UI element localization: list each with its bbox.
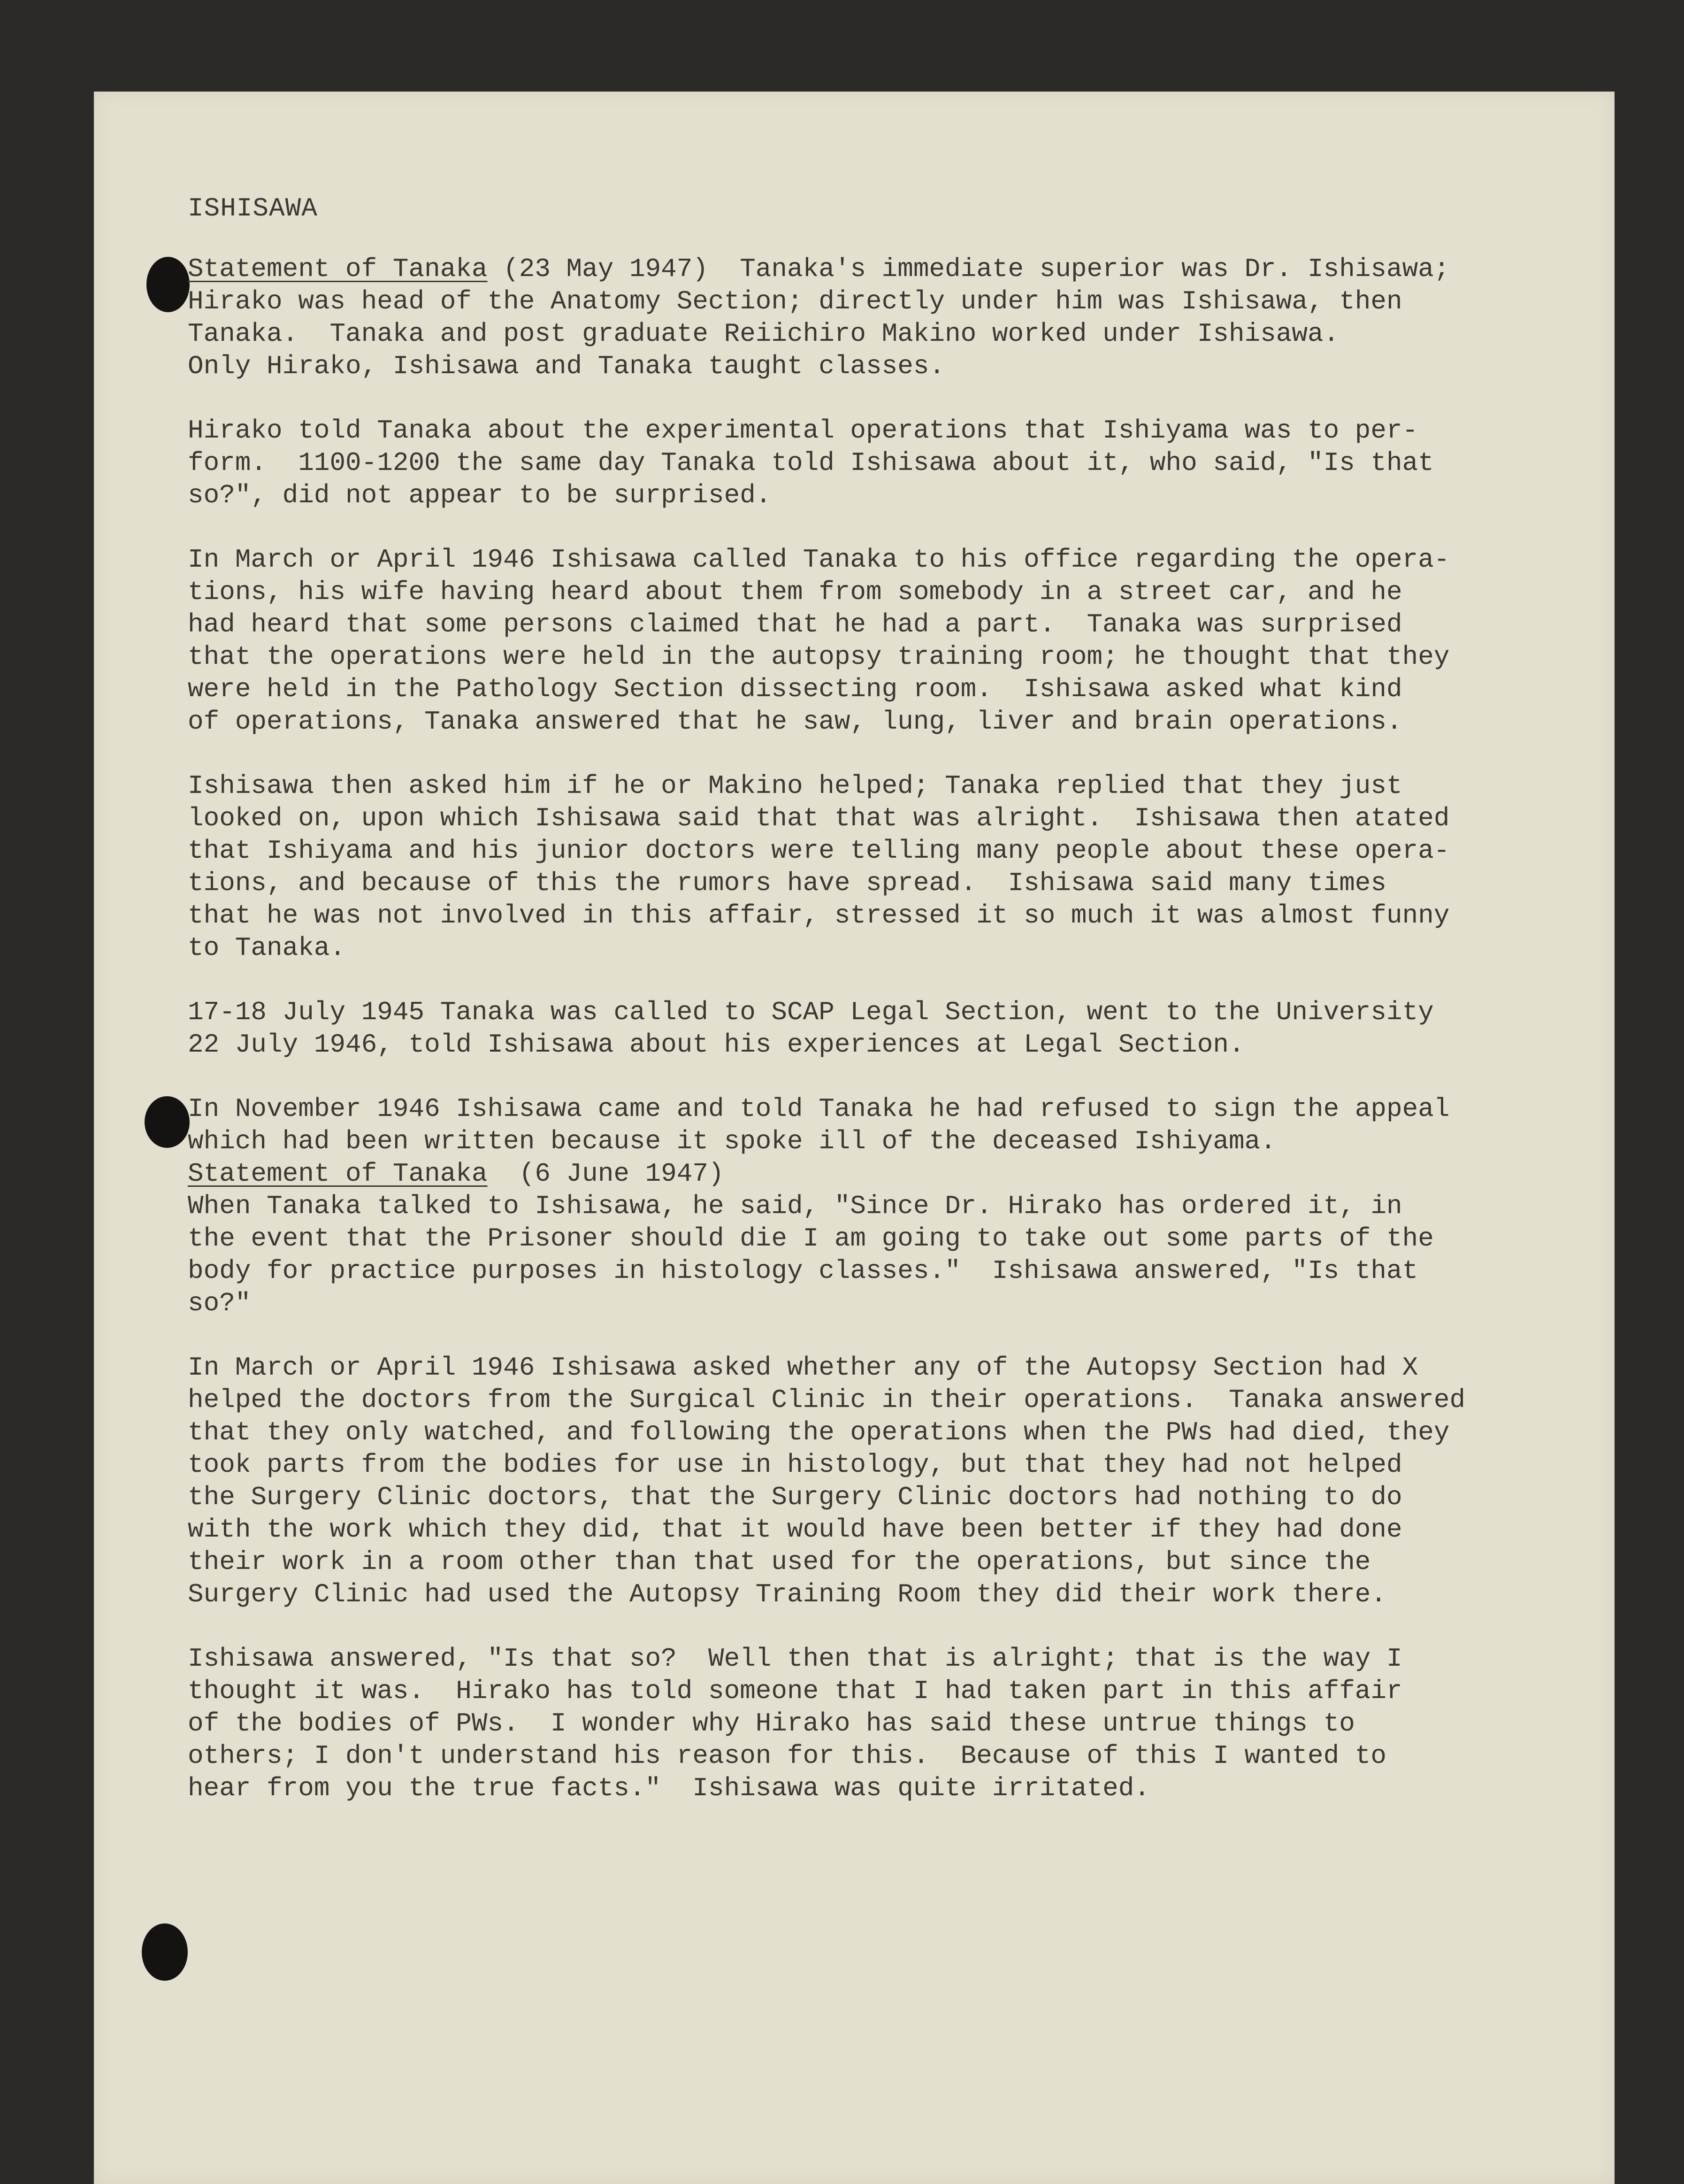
text-line: others; I don't understand his reason for this. Because of this I wanted to bbox=[188, 1741, 1387, 1771]
text-line: tions, and because of this the rumors have spread. Ishisawa said many times bbox=[188, 868, 1387, 898]
text-line: to Tanaka. bbox=[188, 933, 346, 963]
text-line: Hirako told Tanaka about the experimental operations that Ishiyama was to per- bbox=[188, 415, 1418, 446]
text-line: Hirako was head of the Anatomy Section; directly under him was Ishisawa, then bbox=[188, 286, 1402, 316]
text-line: Tanaka. Tanaka and post graduate Reiichiro Makino worked under Ishisawa. bbox=[188, 319, 1340, 349]
paragraph-3 bbox=[188, 544, 1586, 738]
text-line: 22 July 1946, told Ishisawa about his experiences at Legal Section. bbox=[188, 1030, 1245, 1060]
paragraph-7-line-1 bbox=[188, 1158, 1586, 1190]
text-line: with the work which they did, that it would have been better if they had done bbox=[188, 1515, 1402, 1545]
paragraph-5 bbox=[188, 996, 1586, 1061]
punch-hole-middle bbox=[145, 1096, 190, 1148]
punch-hole-top bbox=[146, 257, 190, 312]
text-line: form. 1100-1200 the same day Tanaka told Ishisawa about it, who said, "Is that bbox=[188, 448, 1434, 478]
text-line: their work in a room other than that used for the operations, but since the bbox=[188, 1547, 1371, 1577]
text-line: Surgery Clinic had used the Autopsy Training Room they did their work there. bbox=[188, 1579, 1387, 1609]
text-span: (6 June 1947) bbox=[487, 1159, 724, 1189]
paragraph-8 bbox=[188, 1352, 1586, 1611]
text-line: hear from you the true facts." Ishisawa was quite irritated. bbox=[188, 1773, 1150, 1803]
text-line: In March or April 1946 Ishisawa called Tanaka to his office regarding the opera- bbox=[188, 545, 1450, 575]
text-line: which had been written because it spoke ill of the deceased Ishiyama. bbox=[188, 1126, 1276, 1156]
text-line: Ishisawa then asked him if he or Makino helped; Tanaka replied that they just bbox=[188, 771, 1402, 801]
text-line: 17-18 July 1945 Tanaka was called to SCAP Legal Section, went to the University bbox=[188, 997, 1434, 1027]
text-line: the event that the Prisoner should die I am going to take out some parts of the bbox=[188, 1223, 1434, 1253]
paragraph-4 bbox=[188, 770, 1586, 964]
statement-label: Statement of Tanaka bbox=[188, 254, 488, 284]
text-line: the Surgery Clinic doctors, that the Surgery Clinic doctors had nothing to do bbox=[188, 1482, 1402, 1512]
text-line: In November 1946 Ishisawa came and told Tanaka he had refused to sign the appeal bbox=[188, 1094, 1450, 1124]
text-line: so?", did not appear to be surprised. bbox=[188, 480, 772, 510]
text-line: that Ishiyama and his junior doctors were telling many people about these opera- bbox=[188, 836, 1450, 866]
text-line: that the operations were held in the autopsy training room; he thought that they bbox=[188, 642, 1450, 672]
text-line: When Tanaka talked to Ishisawa, he said, "Since Dr. Hirako has ordered it, in bbox=[188, 1191, 1402, 1221]
text-line: that he was not involved in this affair, stressed it so much it was almost funny bbox=[188, 900, 1450, 931]
punch-hole-bottom bbox=[142, 1923, 188, 1981]
text-line: so?" bbox=[188, 1288, 251, 1318]
text-line: had heard that some persons claimed that he had a part. Tanaka was surprised bbox=[188, 609, 1402, 639]
text-line: body for practice purposes in histology classes." Ishisawa answered, "Is that bbox=[188, 1256, 1418, 1286]
text-line: Only Hirako, Ishisawa and Tanaka taught classes. bbox=[188, 351, 945, 381]
document-heading: ISHISAWA bbox=[188, 193, 318, 223]
text-line: were held in the Pathology Section dissecting room. Ishisawa asked what kind bbox=[188, 674, 1402, 704]
text-line: of operations, Tanaka answered that he saw, lung, liver and brain operations. bbox=[188, 707, 1402, 737]
statement-label: Statement of Tanaka bbox=[188, 1159, 488, 1189]
text-line: of the bodies of PWs. I wonder why Hirako has said these untrue things to bbox=[188, 1708, 1355, 1738]
text-line: that they only watched, and following the operations when the PWs had died, they bbox=[188, 1417, 1450, 1447]
paragraph-6 bbox=[188, 1093, 1586, 1158]
text-span: (23 May 1947) Tanaka's immediate superior was Dr. Ishisawa; bbox=[487, 254, 1450, 284]
paragraph-1 bbox=[188, 253, 1586, 383]
text-line: thought it was. Hirako has told someone that I had taken part in this affair bbox=[188, 1676, 1402, 1706]
text-line: helped the doctors from the Surgical Clinic in their operations. Tanaka answered bbox=[188, 1385, 1466, 1415]
text-line: tions, his wife having heard about them from somebody in a street car, and he bbox=[188, 577, 1402, 607]
typed-document bbox=[188, 192, 1586, 1837]
text-line: looked on, upon which Ishisawa said that that was alright. Ishisawa then atated bbox=[188, 803, 1450, 833]
paragraph-2 bbox=[188, 415, 1586, 512]
paragraph-7 bbox=[188, 1158, 1586, 1320]
text-line: took parts from the bodies for use in histology, but that they had not helped bbox=[188, 1450, 1402, 1480]
text-line: Ishisawa answered, "Is that so? Well then that is alright; that is the way I bbox=[188, 1644, 1402, 1674]
text-line: In March or April 1946 Ishisawa asked whether any of the Autopsy Section had X bbox=[188, 1353, 1418, 1383]
paragraph-1-line-1 bbox=[188, 253, 1586, 285]
paragraph-9 bbox=[188, 1643, 1586, 1805]
